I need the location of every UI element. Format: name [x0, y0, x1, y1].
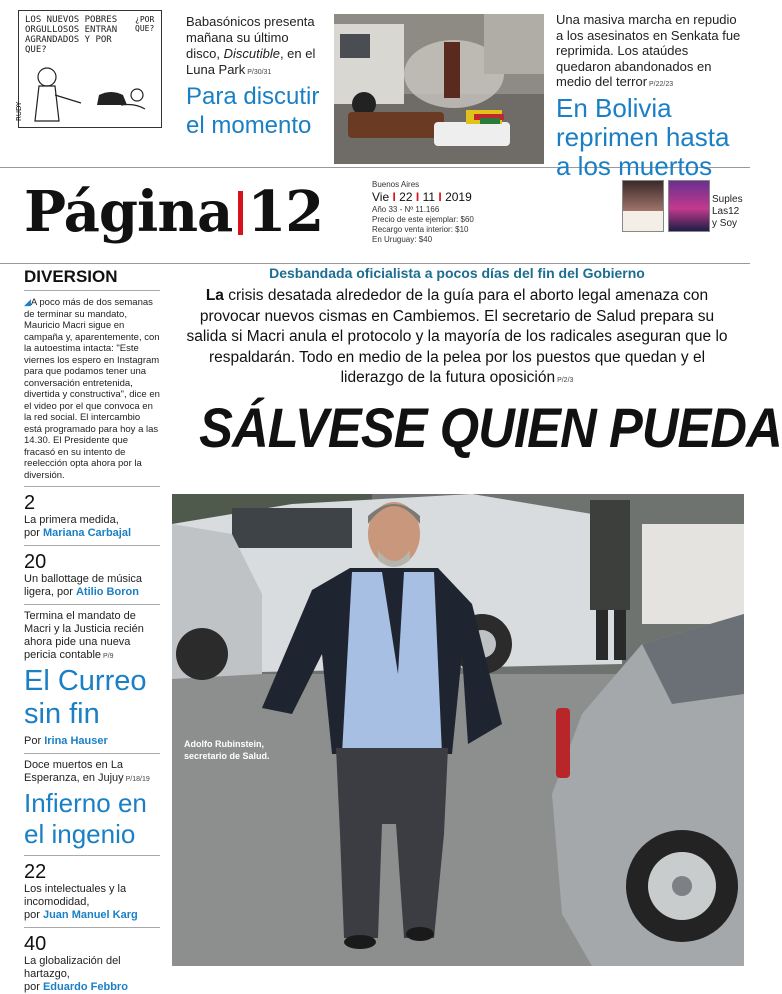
main-kicker: Desbandada oficialista a pocos días del fin del Gobierno — [269, 265, 645, 281]
list-item[interactable] — [24, 492, 160, 540]
author-name: Juan Manuel Karg — [42, 909, 138, 921]
diversion-text — [24, 297, 160, 481]
city: Buenos Aires — [372, 180, 420, 189]
story-curreo-summary — [24, 610, 160, 663]
page-number: 22 — [24, 861, 47, 883]
page-number: 2 — [24, 492, 36, 514]
supplement-covers[interactable] — [622, 180, 710, 232]
story-ingenio[interactable] — [24, 759, 160, 850]
item-title: La primera medida, — [24, 514, 119, 526]
supplement-2: y Soy — [712, 218, 738, 229]
author-name: Atilio Boron — [75, 586, 139, 598]
issue-number: Año 33 - Nº 11.166 — [372, 205, 440, 214]
divider — [24, 855, 160, 856]
author-name: Irina Hauser — [44, 735, 108, 747]
item-title: Los intelectuales y la incomodidad, — [24, 883, 127, 908]
page-number: 40 — [24, 933, 47, 955]
price: Precio de este ejemplar: $60 — [372, 215, 474, 224]
triangle-icon: ◢ — [24, 297, 31, 307]
supplement-cover-soy[interactable] — [668, 180, 710, 232]
item-title: La globalización del hartazgo, — [24, 955, 121, 980]
teaser-text: Una masiva marcha en repudio a los asesinatos en Senkata fue reprimida. Los ataúdes quedaron abandonados en medio del terror — [556, 12, 741, 89]
teaser-text-2: , en el Luna Park — [186, 46, 316, 77]
author-prefix: por — [24, 527, 43, 539]
item-title: Un ballottage de música ligera, por — [24, 573, 143, 598]
logo-number: 12 — [247, 179, 324, 245]
supplement-1: Las12 — [712, 206, 740, 217]
list-item[interactable] — [24, 861, 160, 922]
cartoon — [15, 10, 162, 128]
date-m: 11 — [422, 190, 436, 204]
uruguay-price: En Uruguay: $40 — [372, 235, 433, 244]
divider — [24, 486, 160, 487]
left-column — [24, 266, 160, 994]
supplement-cover-las12[interactable] — [622, 180, 664, 232]
lede-lead-word: La — [205, 287, 224, 304]
story-curreo-headline[interactable]: El Curreo sin fin — [24, 665, 147, 730]
caption-line-1: Adolfo Rubinstein, — [184, 739, 264, 749]
story-ingenio-headline[interactable]: Infierno en el ingenio — [24, 788, 147, 849]
cartoon-caption: LOS NUEVOS POBRES ORGULLOSOS ENTRAN AGRANDADOS Y POR QUE? — [25, 15, 118, 55]
photo-caption — [184, 738, 270, 762]
surcharge: Recargo venta interior: $10 — [372, 225, 469, 234]
teaser-text: Babasónicos presenta mañana su último disco, — [186, 14, 315, 61]
divider — [24, 753, 160, 754]
story-ingenio-summary — [24, 759, 160, 786]
issue-date: Vie I 22 I 11 I 2019 — [372, 190, 472, 204]
teaser-babasonicos-headline[interactable]: Para discutir el momento — [186, 83, 320, 139]
date-y: 2019 — [445, 190, 472, 204]
diversion-body: A poco más de dos semanas de terminar su mandato, Mauricio Macri sigue en campaña y, aparentemente, con la autoestima intacta: "Este viernes los espero en Instagram para que podamos tener una conversación entretenida, divertida y constructiva", dice en el video por el que convoca en la red social. El intercambio está programado para hoy a las 14.30. El Presidente que fracasó en su intento de reelección opta ahora por la diversión. — [24, 297, 160, 481]
story-curreo-byline — [24, 735, 160, 748]
bolivia-photo-image — [334, 14, 544, 164]
item-text — [24, 573, 160, 599]
author-name: Eduardo Febbro — [42, 981, 128, 993]
teaser-bolivia-headline[interactable]: En Bolivia reprimen hasta a los muertos — [556, 92, 730, 181]
page-number: 20 — [24, 551, 47, 573]
author-name: Mariana Carbajal — [42, 527, 132, 539]
cartoon-bubble: ¿POR QUE? — [135, 15, 155, 33]
supplements-label — [712, 194, 743, 230]
main-photo-image — [172, 494, 744, 966]
caption-line-2: secretario de Salud. — [184, 751, 270, 761]
story-text: Termina el mandato de Macri y la Justicia recién ahora pide una nueva pericia contable — [24, 610, 144, 661]
logo-text: Página — [24, 179, 233, 245]
author-prefix: Por — [24, 735, 45, 747]
date-d: 22 — [399, 190, 413, 204]
masthead — [0, 168, 750, 264]
supplements-title: Suples — [712, 194, 743, 205]
story-text: Doce muertos en La Esperanza, en Jujuy — [24, 759, 124, 784]
page-ref: P/2/3 — [555, 377, 574, 385]
dateline — [372, 180, 492, 245]
page-ref: P/18/19 — [123, 776, 150, 783]
divider — [24, 604, 160, 605]
page-ref: P/9 — [101, 653, 114, 660]
list-item[interactable] — [24, 551, 160, 599]
list-item[interactable] — [24, 933, 160, 994]
cartoon-drawing — [25, 61, 155, 129]
divider — [24, 927, 160, 928]
teaser-babasonicos[interactable] — [186, 14, 324, 140]
top-strip — [0, 0, 750, 181]
main-photo — [172, 494, 744, 966]
teaser-babasonicos-summary — [186, 14, 324, 81]
bolivia-photo — [334, 14, 544, 164]
album-title: Discutible — [223, 46, 280, 61]
author-prefix: por — [24, 909, 43, 921]
lede-body: crisis desatada alrededor de la guía para el aborto legal amenaza con provocar nuevos cismas en Cambiemos. El secretario de Salud prepara su salida si Macri anula el protocolo y la mayoría de los radicales aseguran que lo respaldarán. Todo en medio de la pelea por los puestos que quedan y el liderazgo de la futura oposición — [186, 287, 728, 387]
page-ref: P/22/23 — [647, 81, 674, 88]
teaser-bolivia-summary — [556, 12, 746, 93]
story-curreo[interactable] — [24, 610, 160, 748]
item-text — [24, 955, 160, 994]
newspaper-logo[interactable] — [24, 172, 323, 252]
date-day: Vie — [372, 190, 390, 204]
page-ref: P/30/31 — [245, 69, 272, 76]
item-text — [24, 883, 160, 922]
main-headline[interactable]: SÁLVESE QUIEN PUEDA — [199, 396, 782, 459]
main-lede — [184, 286, 730, 392]
teaser-bolivia[interactable] — [556, 12, 746, 181]
logo-red-bar — [238, 191, 243, 235]
author-prefix: por — [24, 981, 43, 993]
cartoon-signature: RUDY — [15, 101, 23, 121]
section-head-diversion: DIVERSION — [24, 266, 160, 291]
divider — [24, 545, 160, 546]
item-text — [24, 514, 160, 540]
